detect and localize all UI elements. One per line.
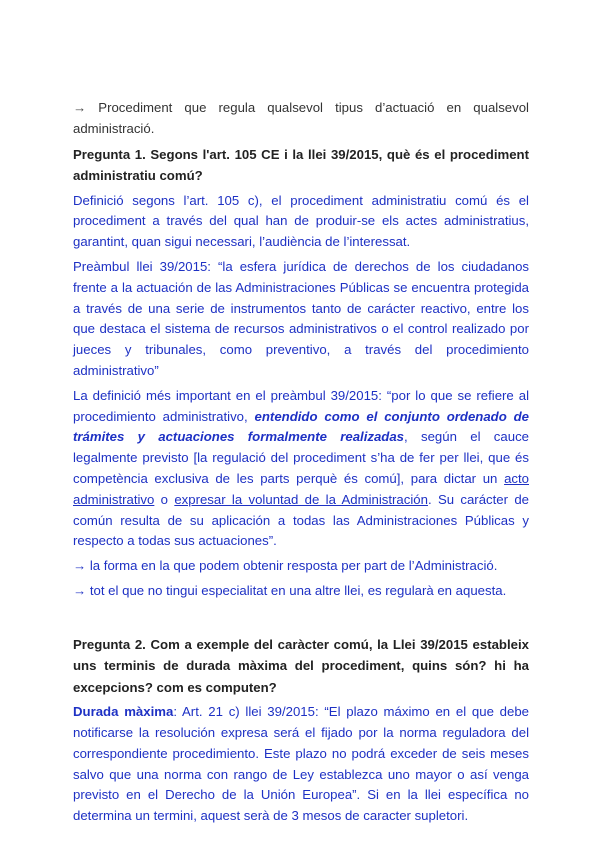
q1-definition-paragraph: Definició segons l’art. 105 c), el procediment administratiu comú és el procediment a través del qual han de produir-se els actes administratius, garantint, quan sigui necessari, l’audiència de l’interessat. [73,192,529,250]
durada-maxima-label: Durada màxima [73,704,174,720]
document-body [73,98,529,827]
important-text-g: . Su carácter de común resulta de su aplicación a todas las Administraciones Públicas y respecto a todas sus actuaciones”. [73,491,529,549]
q1-important-definition-paragraph [73,386,529,552]
important-emphasis: entendido como el conjunto ordenado de trámites y actuaciones formalmente realizadas [73,408,530,445]
intro-line [73,98,529,140]
important-text-a: La definició més important en el preàmbul 39/2015: “por lo que se refiere al procedimiento administrativo, [73,387,529,424]
q2-quote: : Art. 21 c) llei 39/2015: “El plazo máximo en el que debe notificarse la resolución expresa será el fijado por la norma reguladora del correspondiente procedimiento. Este plazo no podrá exceder de seis meses salvo que una norma con rango de Ley establezca uno mayor o así venga previsto en el Derecho de la Unión Europea”. Si en la llei específica no determina un termini, [73,704,530,824]
q1-note-1: → la forma en la que podem obtenir resposta per part de l’Administració. [73,558,498,574]
important-text-c: , según el cauce legalmente previsto [la regulació del procediment s’ha de fer per llei, que és competència exclusiva de les parts perquè és comú], para dictar un [73,429,530,486]
q2-duration-paragraph [73,702,529,827]
important-text-e: o [154,491,175,507]
voluntad-administracion-underlined: expresar la voluntad de la Administración [174,491,428,507]
q2-tail: aquest serà de 3 mesos de caracter supletori. [200,808,469,824]
q1-preamble-paragraph: Preàmbul llei 39/2015: “la esfera jurídica de derechos de los ciudadanos frente a la actuación de las Administraciones Públicas se encuentra protegida a través de una serie de instrumentos tanto de carácter reactivo, entre los que destaca el sistema de recursos administrativos o el control realizado por jueces y tribunales, como preventivo, a través del procedimiento administrativo” [73,258,529,378]
q1-note-2: → tot el que no tingui especialitat en una altre llei, es regularà en aquesta. [73,582,507,598]
question-2-heading: Pregunta 2. Com a exemple del caràcter comú, la Llei 39/2015 estableix uns terminis de durada màxima del procediment, quins són? hi ha excepcions? com es computen? [73,636,529,695]
arrow-icon: → [73,100,87,115]
intro-text: Procediment que regula qualsevol tipus d’actuació en qualsevol administració. [73,100,529,136]
question-1-heading: Pregunta 1. Segons l'art. 105 CE i la llei 39/2015, què és el procediment administratiu comú? [73,146,529,184]
acto-administrativo-underlined: acto administrativo [73,470,529,507]
